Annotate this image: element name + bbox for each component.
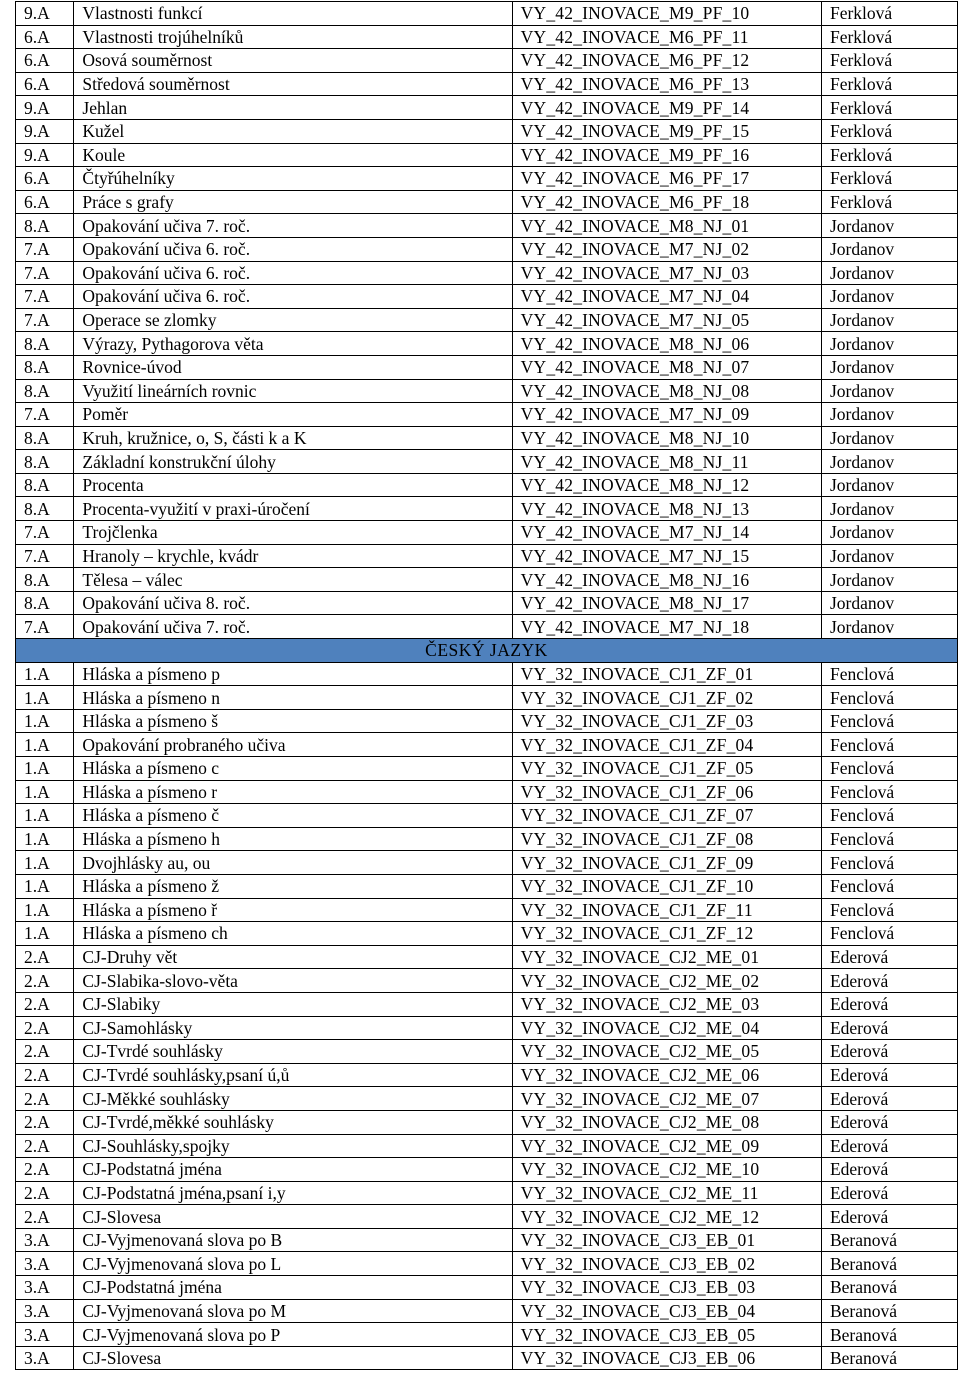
author-cell: Ferklová (821, 190, 957, 214)
code-cell: VY_42_INOVACE_M8_NJ_01 (512, 214, 821, 238)
table-row (16, 2, 958, 26)
code-cell: VY_42_INOVACE_M6_PF_17 (512, 167, 821, 191)
title-cell: Opakování probraného učiva (74, 733, 512, 757)
title-cell: CJ-Vyjmenovaná slova po P (74, 1323, 512, 1347)
class-cell: 6.A (16, 167, 74, 191)
title-cell: Kužel (74, 119, 512, 143)
code-cell: VY_32_INOVACE_CJ2_ME_07 (512, 1087, 821, 1111)
class-cell: 2.A (16, 1087, 74, 1111)
code-cell: VY_42_INOVACE_M6_PF_11 (512, 25, 821, 49)
author-cell: Jordanov (821, 568, 957, 592)
math-rows (16, 2, 958, 639)
table-row (16, 332, 958, 356)
table-row (16, 945, 958, 969)
table-row (16, 1346, 958, 1370)
author-cell: Ferklová (821, 143, 957, 167)
code-cell: VY_32_INOVACE_CJ2_ME_02 (512, 969, 821, 993)
author-cell: Jordanov (821, 473, 957, 497)
table-row (16, 780, 958, 804)
code-cell: VY_32_INOVACE_CJ1_ZF_09 (512, 851, 821, 875)
table-row (16, 1040, 958, 1064)
code-cell: VY_32_INOVACE_CJ2_ME_11 (512, 1181, 821, 1205)
author-cell: Fenclová (821, 922, 957, 946)
class-cell: 1.A (16, 733, 74, 757)
title-cell: Hláska a písmeno š (74, 709, 512, 733)
title-cell: CJ-Souhlásky,spojky (74, 1134, 512, 1158)
title-cell: Hláska a písmeno č (74, 804, 512, 828)
code-cell: VY_32_INOVACE_CJ1_ZF_10 (512, 874, 821, 898)
author-cell: Beranová (821, 1346, 957, 1370)
czech-rows (16, 662, 958, 1370)
title-cell: CJ-Tvrdé,měkké souhlásky (74, 1110, 512, 1134)
code-cell: VY_32_INOVACE_CJ2_ME_08 (512, 1110, 821, 1134)
author-cell: Jordanov (821, 426, 957, 450)
code-cell: VY_32_INOVACE_CJ1_ZF_01 (512, 662, 821, 686)
title-cell: Tělesa – válec (74, 568, 512, 592)
class-cell: 2.A (16, 1205, 74, 1229)
author-cell: Jordanov (821, 308, 957, 332)
author-cell: Beranová (821, 1228, 957, 1252)
class-cell: 9.A (16, 96, 74, 120)
table-row (16, 568, 958, 592)
class-cell: 2.A (16, 992, 74, 1016)
class-cell: 3.A (16, 1276, 74, 1300)
title-cell: Výrazy, Pythagorova věta (74, 332, 512, 356)
table-row (16, 25, 958, 49)
code-cell: VY_32_INOVACE_CJ1_ZF_07 (512, 804, 821, 828)
class-cell: 1.A (16, 874, 74, 898)
author-cell: Jordanov (821, 544, 957, 568)
code-cell: VY_32_INOVACE_CJ3_EB_04 (512, 1299, 821, 1323)
class-cell: 8.A (16, 473, 74, 497)
class-cell: 2.A (16, 1158, 74, 1182)
table-row (16, 544, 958, 568)
code-cell: VY_42_INOVACE_M8_NJ_11 (512, 450, 821, 474)
class-cell: 2.A (16, 945, 74, 969)
author-cell: Ederová (821, 1205, 957, 1229)
table-row (16, 1181, 958, 1205)
title-cell: CJ-Podstatná jména (74, 1276, 512, 1300)
author-cell: Ferklová (821, 2, 957, 26)
code-cell: VY_42_INOVACE_M9_PF_15 (512, 119, 821, 143)
class-cell: 7.A (16, 615, 74, 639)
class-cell: 7.A (16, 403, 74, 427)
class-cell: 8.A (16, 497, 74, 521)
author-cell: Beranová (821, 1323, 957, 1347)
author-cell: Ferklová (821, 72, 957, 96)
table-row (16, 733, 958, 757)
section-block (16, 639, 958, 663)
table-row (16, 143, 958, 167)
code-cell: VY_32_INOVACE_CJ1_ZF_08 (512, 827, 821, 851)
table-row (16, 119, 958, 143)
table-row (16, 190, 958, 214)
title-cell: Opakování učiva 7. roč. (74, 214, 512, 238)
title-cell: Hláska a písmeno c (74, 757, 512, 781)
author-cell: Jordanov (821, 497, 957, 521)
code-cell: VY_42_INOVACE_M7_NJ_02 (512, 237, 821, 261)
title-cell: CJ-Tvrdé souhlásky (74, 1040, 512, 1064)
author-cell: Ferklová (821, 96, 957, 120)
author-cell: Fenclová (821, 898, 957, 922)
table-row (16, 308, 958, 332)
title-cell: CJ-Vyjmenovaná slova po M (74, 1299, 512, 1323)
class-cell: 6.A (16, 72, 74, 96)
table-row (16, 1252, 958, 1276)
table-row (16, 827, 958, 851)
class-cell: 9.A (16, 2, 74, 26)
class-cell: 9.A (16, 119, 74, 143)
code-cell: VY_32_INOVACE_CJ2_ME_09 (512, 1134, 821, 1158)
table-row (16, 285, 958, 309)
class-cell: 2.A (16, 1110, 74, 1134)
title-cell: Hláska a písmeno n (74, 686, 512, 710)
code-cell: VY_32_INOVACE_CJ1_ZF_02 (512, 686, 821, 710)
table-row (16, 874, 958, 898)
author-cell: Jordanov (821, 615, 957, 639)
code-cell: VY_32_INOVACE_CJ1_ZF_04 (512, 733, 821, 757)
code-cell: VY_42_INOVACE_M9_PF_10 (512, 2, 821, 26)
class-cell: 7.A (16, 237, 74, 261)
author-cell: Fenclová (821, 686, 957, 710)
title-cell: CJ-Slabika-slovo-věta (74, 969, 512, 993)
class-cell: 9.A (16, 143, 74, 167)
code-cell: VY_42_INOVACE_M8_NJ_13 (512, 497, 821, 521)
table-row (16, 757, 958, 781)
title-cell: CJ-Tvrdé souhlásky,psaní ú,ů (74, 1063, 512, 1087)
class-cell: 1.A (16, 780, 74, 804)
title-cell: Jehlan (74, 96, 512, 120)
table-row (16, 355, 958, 379)
code-cell: VY_42_INOVACE_M8_NJ_08 (512, 379, 821, 403)
class-cell: 2.A (16, 1016, 74, 1040)
author-cell: Ederová (821, 969, 957, 993)
class-cell: 2.A (16, 1134, 74, 1158)
code-cell: VY_32_INOVACE_CJ1_ZF_03 (512, 709, 821, 733)
class-cell: 6.A (16, 190, 74, 214)
code-cell: VY_42_INOVACE_M8_NJ_07 (512, 355, 821, 379)
author-cell: Ferklová (821, 25, 957, 49)
title-cell: Hranoly – krychle, kvádr (74, 544, 512, 568)
code-cell: VY_42_INOVACE_M9_PF_14 (512, 96, 821, 120)
code-cell: VY_32_INOVACE_CJ1_ZF_06 (512, 780, 821, 804)
class-cell: 8.A (16, 450, 74, 474)
class-cell: 8.A (16, 426, 74, 450)
author-cell: Ederová (821, 1063, 957, 1087)
class-cell: 3.A (16, 1323, 74, 1347)
author-cell: Ederová (821, 1134, 957, 1158)
author-cell: Fenclová (821, 874, 957, 898)
section-title: ČESKÝ JAZYK (16, 639, 958, 663)
table-row (16, 96, 958, 120)
table-row (16, 1276, 958, 1300)
table-row (16, 167, 958, 191)
author-cell: Fenclová (821, 827, 957, 851)
class-cell: 3.A (16, 1252, 74, 1276)
code-cell: VY_42_INOVACE_M6_PF_18 (512, 190, 821, 214)
class-cell: 8.A (16, 379, 74, 403)
author-cell: Fenclová (821, 851, 957, 875)
title-cell: Kruh, kružnice, o, S, části k a K (74, 426, 512, 450)
title-cell: Operace se zlomky (74, 308, 512, 332)
class-cell: 6.A (16, 25, 74, 49)
title-cell: Opakování učiva 6. roč. (74, 285, 512, 309)
code-cell: VY_32_INOVACE_CJ2_ME_10 (512, 1158, 821, 1182)
class-cell: 1.A (16, 686, 74, 710)
author-cell: Fenclová (821, 804, 957, 828)
title-cell: Hláska a písmeno ř (74, 898, 512, 922)
author-cell: Fenclová (821, 733, 957, 757)
code-cell: VY_42_INOVACE_M9_PF_16 (512, 143, 821, 167)
author-cell: Ederová (821, 945, 957, 969)
table-row (16, 49, 958, 73)
author-cell: Jordanov (821, 521, 957, 545)
author-cell: Ederová (821, 1016, 957, 1040)
title-cell: Osová souměrnost (74, 49, 512, 73)
title-cell: Dvojhlásky au, ou (74, 851, 512, 875)
author-cell: Fenclová (821, 662, 957, 686)
class-cell: 1.A (16, 827, 74, 851)
author-cell: Jordanov (821, 285, 957, 309)
title-cell: Práce s grafy (74, 190, 512, 214)
class-cell: 7.A (16, 285, 74, 309)
author-cell: Ederová (821, 1040, 957, 1064)
author-cell: Ferklová (821, 167, 957, 191)
table-row (16, 969, 958, 993)
author-cell: Fenclová (821, 709, 957, 733)
class-cell: 7.A (16, 521, 74, 545)
author-cell: Jordanov (821, 332, 957, 356)
table-row (16, 237, 958, 261)
table-row (16, 662, 958, 686)
class-cell: 8.A (16, 591, 74, 615)
author-cell: Jordanov (821, 450, 957, 474)
code-cell: VY_32_INOVACE_CJ2_ME_06 (512, 1063, 821, 1087)
title-cell: Opakování učiva 8. roč. (74, 591, 512, 615)
table-row (16, 497, 958, 521)
class-cell: 8.A (16, 355, 74, 379)
code-cell: VY_42_INOVACE_M7_NJ_04 (512, 285, 821, 309)
materials-table (15, 1, 958, 1370)
title-cell: CJ-Vyjmenovaná slova po B (74, 1228, 512, 1252)
title-cell: CJ-Slabiky (74, 992, 512, 1016)
title-cell: Středová souměrnost (74, 72, 512, 96)
author-cell: Ferklová (821, 49, 957, 73)
title-cell: Rovnice-úvod (74, 355, 512, 379)
class-cell: 7.A (16, 544, 74, 568)
title-cell: Procenta-využití v praxi-úročení (74, 497, 512, 521)
class-cell: 7.A (16, 308, 74, 332)
class-cell: 2.A (16, 969, 74, 993)
title-cell: Hláska a písmeno r (74, 780, 512, 804)
table-row (16, 1134, 958, 1158)
table-row (16, 379, 958, 403)
table-row (16, 686, 958, 710)
class-cell: 2.A (16, 1040, 74, 1064)
code-cell: VY_32_INOVACE_CJ3_EB_01 (512, 1228, 821, 1252)
title-cell: CJ-Druhy vět (74, 945, 512, 969)
class-cell: 8.A (16, 214, 74, 238)
code-cell: VY_42_INOVACE_M8_NJ_10 (512, 426, 821, 450)
code-cell: VY_42_INOVACE_M6_PF_13 (512, 72, 821, 96)
table-row (16, 591, 958, 615)
class-cell: 8.A (16, 568, 74, 592)
code-cell: VY_32_INOVACE_CJ2_ME_05 (512, 1040, 821, 1064)
class-cell: 2.A (16, 1063, 74, 1087)
table-row (16, 709, 958, 733)
section-header-row (16, 639, 958, 663)
author-cell: Jordanov (821, 237, 957, 261)
class-cell: 1.A (16, 709, 74, 733)
code-cell: VY_32_INOVACE_CJ1_ZF_11 (512, 898, 821, 922)
title-cell: Opakování učiva 6. roč. (74, 261, 512, 285)
code-cell: VY_42_INOVACE_M7_NJ_05 (512, 308, 821, 332)
author-cell: Fenclová (821, 780, 957, 804)
author-cell: Jordanov (821, 355, 957, 379)
title-cell: Vlastnosti funkcí (74, 2, 512, 26)
author-cell: Ederová (821, 1181, 957, 1205)
code-cell: VY_42_INOVACE_M7_NJ_03 (512, 261, 821, 285)
class-cell: 1.A (16, 757, 74, 781)
code-cell: VY_32_INOVACE_CJ1_ZF_05 (512, 757, 821, 781)
code-cell: VY_42_INOVACE_M8_NJ_06 (512, 332, 821, 356)
table-row (16, 1087, 958, 1111)
code-cell: VY_32_INOVACE_CJ3_EB_02 (512, 1252, 821, 1276)
title-cell: Procenta (74, 473, 512, 497)
class-cell: 2.A (16, 1181, 74, 1205)
title-cell: Trojčlenka (74, 521, 512, 545)
table-row (16, 403, 958, 427)
table-row (16, 473, 958, 497)
code-cell: VY_32_INOVACE_CJ3_EB_03 (512, 1276, 821, 1300)
title-cell: CJ-Slovesa (74, 1205, 512, 1229)
table-row (16, 1158, 958, 1182)
title-cell: Hláska a písmeno h (74, 827, 512, 851)
code-cell: VY_32_INOVACE_CJ2_ME_03 (512, 992, 821, 1016)
title-cell: Základní konstrukční úlohy (74, 450, 512, 474)
class-cell: 3.A (16, 1228, 74, 1252)
author-cell: Beranová (821, 1299, 957, 1323)
title-cell: Využití lineárních rovnic (74, 379, 512, 403)
table-row (16, 261, 958, 285)
table-row (16, 922, 958, 946)
title-cell: Hláska a písmeno ž (74, 874, 512, 898)
code-cell: VY_42_INOVACE_M6_PF_12 (512, 49, 821, 73)
code-cell: VY_42_INOVACE_M8_NJ_17 (512, 591, 821, 615)
title-cell: CJ-Podstatná jména (74, 1158, 512, 1182)
title-cell: Opakování učiva 7. roč. (74, 615, 512, 639)
class-cell: 1.A (16, 922, 74, 946)
author-cell: Fenclová (821, 757, 957, 781)
code-cell: VY_42_INOVACE_M7_NJ_18 (512, 615, 821, 639)
author-cell: Beranová (821, 1252, 957, 1276)
author-cell: Beranová (821, 1276, 957, 1300)
table-row (16, 851, 958, 875)
author-cell: Ederová (821, 1087, 957, 1111)
title-cell: Poměr (74, 403, 512, 427)
code-cell: VY_32_INOVACE_CJ2_ME_12 (512, 1205, 821, 1229)
class-cell: 1.A (16, 898, 74, 922)
code-cell: VY_42_INOVACE_M7_NJ_15 (512, 544, 821, 568)
table-row (16, 1205, 958, 1229)
table-row (16, 898, 958, 922)
title-cell: CJ-Samohlásky (74, 1016, 512, 1040)
code-cell: VY_42_INOVACE_M7_NJ_09 (512, 403, 821, 427)
title-cell: Opakování učiva 6. roč. (74, 237, 512, 261)
table-row (16, 992, 958, 1016)
code-cell: VY_42_INOVACE_M8_NJ_12 (512, 473, 821, 497)
class-cell: 3.A (16, 1299, 74, 1323)
class-cell: 3.A (16, 1346, 74, 1370)
table-row (16, 1110, 958, 1134)
code-cell: VY_32_INOVACE_CJ3_EB_06 (512, 1346, 821, 1370)
class-cell: 1.A (16, 851, 74, 875)
code-cell: VY_32_INOVACE_CJ1_ZF_12 (512, 922, 821, 946)
title-cell: Koule (74, 143, 512, 167)
table-row (16, 521, 958, 545)
code-cell: VY_42_INOVACE_M7_NJ_14 (512, 521, 821, 545)
title-cell: Čtyřúhelníky (74, 167, 512, 191)
author-cell: Jordanov (821, 261, 957, 285)
code-cell: VY_32_INOVACE_CJ3_EB_05 (512, 1323, 821, 1347)
class-cell: 1.A (16, 804, 74, 828)
author-cell: Ederová (821, 1158, 957, 1182)
table-row (16, 615, 958, 639)
table-row (16, 1323, 958, 1347)
title-cell: CJ-Měkké souhlásky (74, 1087, 512, 1111)
table-row (16, 214, 958, 238)
author-cell: Ferklová (821, 119, 957, 143)
title-cell: Hláska a písmeno p (74, 662, 512, 686)
class-cell: 7.A (16, 261, 74, 285)
title-cell: CJ-Vyjmenovaná slova po L (74, 1252, 512, 1276)
code-cell: VY_32_INOVACE_CJ2_ME_04 (512, 1016, 821, 1040)
code-cell: VY_32_INOVACE_CJ2_ME_01 (512, 945, 821, 969)
author-cell: Ederová (821, 992, 957, 1016)
author-cell: Ederová (821, 1110, 957, 1134)
table-row (16, 1016, 958, 1040)
class-cell: 8.A (16, 332, 74, 356)
title-cell: CJ-Slovesa (74, 1346, 512, 1370)
table-row (16, 72, 958, 96)
table-row (16, 1063, 958, 1087)
author-cell: Jordanov (821, 403, 957, 427)
class-cell: 6.A (16, 49, 74, 73)
table-row (16, 804, 958, 828)
title-cell: Hláska a písmeno ch (74, 922, 512, 946)
title-cell: CJ-Podstatná jména,psaní i,y (74, 1181, 512, 1205)
table-row (16, 1228, 958, 1252)
author-cell: Jordanov (821, 214, 957, 238)
author-cell: Jordanov (821, 591, 957, 615)
table-row (16, 426, 958, 450)
table-row (16, 450, 958, 474)
class-cell: 1.A (16, 662, 74, 686)
title-cell: Vlastnosti trojúhelníků (74, 25, 512, 49)
table-row (16, 1299, 958, 1323)
code-cell: VY_42_INOVACE_M8_NJ_16 (512, 568, 821, 592)
author-cell: Jordanov (821, 379, 957, 403)
